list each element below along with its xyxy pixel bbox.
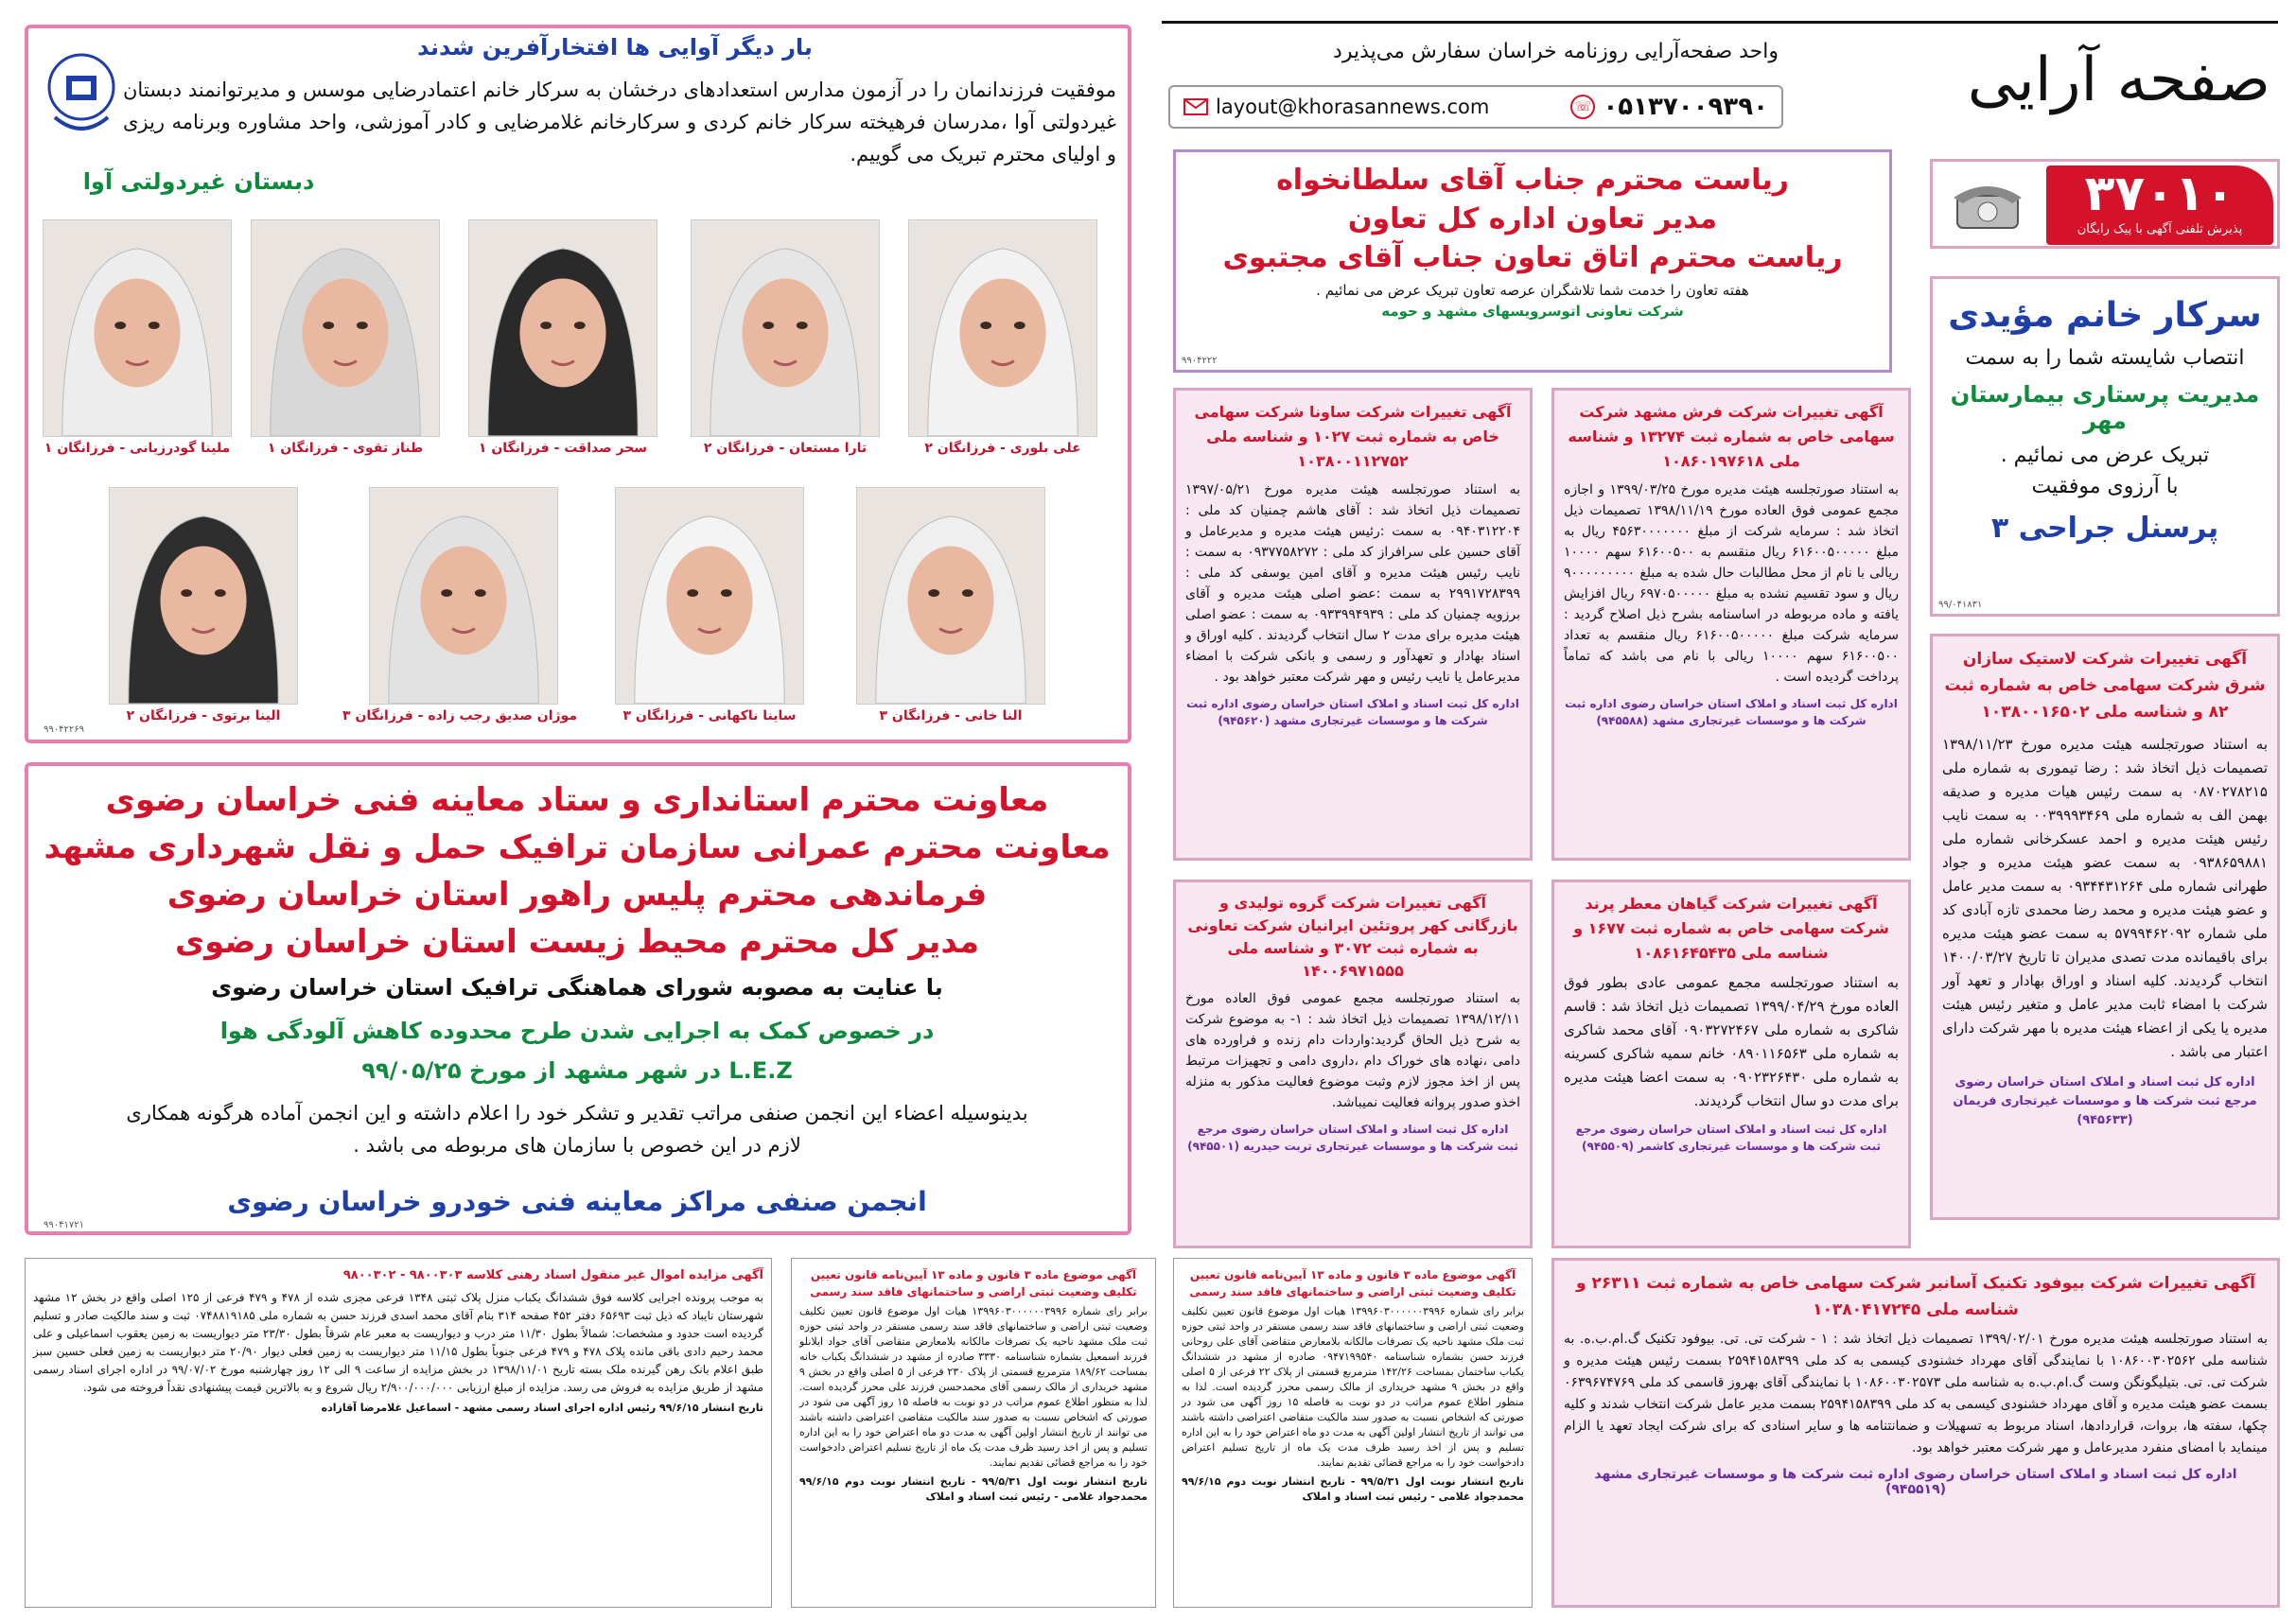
header-subtitle: واحد صفحه‌آرایی روزنامه خراسان سفارش می‌پذیرد	[1333, 40, 1779, 63]
ad-judge-1: آگهی موضوع ماده ۳ قانون و ماده ۱۳ آیین‌نامه قانون تعیین تکلیف وضعیت ثبتی اراضی و ساختمانهای فاقد سند رسمی برابر رای شماره ۱۳۹۹۶۰۳۰۰۰۰۰۰۳۹۹۶ هیات اول موضوع قانون تعیین تکلیف وضعیت ثبتی اراضی و ساختمانهای فاقد سند رسمی مستقر در واحد ثبتی حوزه ثبت ملک مشهد ناحیه یک تصرفات مالکانه بلامعارض متقاضی آقای جواد ایلانلو فرزند اسمعیل بشماره شناسنامه ۳۳۳۰ صادره از مشهد در ششدانگ یکباب خانه بمساحت ۱۸۹/۶۲ مترمربع قسمتی از پلاک ۲۳۰ فرعی از ۵ اصلی واقع در بخش ۹ مشهد خریداری از مالک رسمی آقای محمدحسن فرزند علی محرز گردیده است. لذا به منظور اطلاع عموم مراتب در دو نوبت به فاصله ۱۵ روز آگهی می شود در صورتی که اشخاص نسبت به صدور سند مالکیت متقاضی اعتراضی داشته باشند می توانند از تاریخ انتشار اولین آگهی به مدت دو ماه اعتراض خود را به این اداره تسلیم و پس از اخذ رسید ظرف مدت یک ماه از تاریخ تسلیم اعتراض دادخواست خود را به مراجع قضائی تقدیم نمایند. تاریخ انتشار نوبت اول ۹۹/۵/۳۱ - تاریخ انتشار نوبت دوم ۹۹/۶/۱۵ محمدجواد غلامی - رئیس ثبت اسناد و املاک	[791, 1258, 1156, 1608]
student-caption: ساینا ناکهانی - فرزانگان ۳	[622, 708, 797, 723]
email-link[interactable]: layout@khorasannews.com	[1216, 96, 1490, 118]
student-caption: ملینا گودرزیانی - فرزانگان ۱	[44, 441, 231, 456]
congrats-nurse-ad: سرکار خانم مؤیدی انتصاب شایسته شما را به سمت مدیریت پرستاری بیمارستان مهر تبریک عرض می نمائیم . با آرزوی موفقیت پرسنل جراحی ۳ ۹۹/۰۴۱۸۳۱	[1930, 276, 2280, 617]
phone-number[interactable]: ۰۵۱۳۷۰۰۹۳۹۰	[1603, 93, 1768, 121]
student-caption: سحر صداقت - فرزانگان ۱	[478, 441, 648, 456]
ad-judge-2: آگهی موضوع ماده ۳ قانون و ماده ۱۳ آیین‌نامه قانون تعیین تکلیف وضعیت ثبتی اراضی و ساختمانهای فاقد سند رسمی برابر رای شماره ۱۳۹۹۶۰۳۰۰۰۰۰۰۳۹۹۶ هیات اول موضوع قانون تعیین تکلیف وضعیت ثبتی اراضی و ساختمانهای فاقد سند رسمی مستقر در واحد ثبتی حوزه ثبت ملک مشهد ناحیه یک تصرفات مالکانه بلامعارض متقاضی آقای علی روحانی فرزند حسن بشماره شناسنامه ۰۹۴۷۱۹۹۵۴۰ صادره از مشهد در ششدانگ یکباب ساختمان بمساحت ۱۴۲/۲۶ مترمربع قسمتی از پلاک ۲۲ فرعی از ۵ اصلی واقع در بخش ۹ مشهد خریداری از مالک رسمی محرز گردیده است. لذا به منظور اطلاع عموم مراتب در دو نوبت به فاصله ۱۵ روز آگهی می شود در صورتی که اشخاص نسبت به صدور سند مالکیت متقاضی اعتراضی داشته باشند می توانند از تاریخ انتشار اولین آگهی به مدت دو ماه اعتراض خود را به این اداره تسلیم و پس از اخذ رسید ظرف مدت یک ماه از تاریخ تسلیم اعتراض دادخواست خود را به مراجع قضائی تقدیم نمایند. تاریخ انتشار نوبت اول ۹۹/۵/۳۱ - تاریخ انتشار نوبت دوم ۹۹/۶/۱۵ محمدجواد غلامی - رئیس ثبت اسناد و املاک	[1173, 1258, 1533, 1608]
ad-giahan: آگهی تغییرات شرکت گیاهان معطر پرند شرکت سهامی خاص به شماره ثبت ۱۶۷۷ و شناسه ملی ۱۰۸۶۱۶۴۵۴۳۵ به استناد صورتجلسه مجمع عمومی عادی بطور فوق العاده مورخ ۱۳۹۹/۰۴/۲۹ تصمیمات ذیل اتخاذ شد : قاسم شاکری به شماره ملی ۰۹۰۳۲۷۲۴۶۷ آقای محمد شاکری به شماره ملی ۰۸۹۰۱۱۶۵۶۳ خانم سمیه شاکری کسرینه به شماره ملی ۰۹۰۲۳۲۶۴۳۰ به سمت اعضا هیئت مدیره برای مدت دو سال انتخاب گردیدند. اداره کل ثبت اسناد و املاک استان خراسان رضوی مرجع ثبت شرکت ها و موسسات غیرتجاری کاشمر (۹۴۵۵۰۹)	[1551, 880, 1911, 1248]
student-photo	[908, 219, 1097, 437]
student-caption: طناز تقوی - فرزانگان ۱	[267, 441, 424, 456]
ad-plastic: آگهی تغییرات شرکت لاستیک سازان شرق شرکت سهامی خاص به شماره ثبت ۸۲ و شناسه ملی ۱۰۳۸۰۰۱۶۵۰۲ به استناد صورتجلسه هیئت مدیره مورخ ۱۳۹۸/۱۱/۲۳ تصمیمات ذیل اتخاذ شد : رضا تیموری به شماره ملی ۰۸۷۰۲۷۸۲۱۵ به سمت رئیس هیات مدیره و صدیقه بهمن الف به شماره ملی ۰۰۳۹۹۹۳۴۶۹ به سمت نایب رئیس هیئت مدیره و احمد عسکرخانی شماره ملی ۰۹۳۸۶۵۹۸۸۱ به سمت عضو هیئت مدیره و جواد طهرانی شماره ملی ۰۹۳۴۴۳۱۲۶۴ به سمت مدیر عامل و عضو هیئت مدیره و محمد رضا محمدی تازه آبادی کد ملی شماره ۵۷۹۹۴۶۲۰۹۲ به سمت عضو هیئت مدیره برای باقیمانده مدت تصدی مدیران تا تاریخ ۱۴۰۰/۰۳/۲۷ انتخاب گردیدند. کلیه اسناد و اوراق بهادار و تعهد آور شرکت با امضاء ثابت مدیر عامل و متغیر رئیس هیئت مدیره یا یکی از اعضاء هیئت مدیره با مهر شرکت دارای اعتبار می باشد . اداره کل ثبت اسناد و املاک استان خراسان رضوی مرجع ثبت شرکت ها و موسسات غیرتجاری فریمان (۹۴۵۶۳۳)	[1930, 634, 2280, 1220]
telephone-icon	[1950, 179, 2025, 232]
ad-number-badge	[1930, 159, 2280, 249]
student-photo	[369, 487, 558, 705]
student-caption: النا خانی - فرزانگان ۳	[879, 708, 1023, 723]
student-caption: الینا برتوی - فرزانگان ۲	[126, 708, 281, 723]
student-caption: علی بلوری - فرزانگان ۲	[924, 441, 1081, 456]
traffic-line-6: در خصوص کمک به اجرایی شدن طرح محدوده کاهش آلودگی هوا	[219, 1018, 935, 1044]
ad-farsh: آگهی تغییرات شرکت فرش مشهد شرکت سهامی خاص به شماره ثبت ۱۳۲۷۴ و شناسه ملی ۱۰۸۶۰۱۹۷۶۱۸ به استناد صورتجلسه هیئت مدیره مورخ ۱۳۹۹/۰۳/۲۵ و اجازه مجمع عمومی فوق العاده مورخ ۱۳۹۸/۱۱/۱۹ تصمیمات ذیل اتخاذ شد : سرمایه شرکت از مبلغ ۴۵۶۳۰۰۰۰۰۰۰ ریال به مبلغ ۶۱۶۰۰۵۰۰۰۰۰ ریال منقسم به ۶۱۶۰۰۵۰۰ سهم ۱۰۰۰۰ ریالی با نام از محل مطالبات حال شده به مبلغ ۹۰۰۰۰۰۰۰۰۰ ریال و سود تقسیم نشده به مبلغ ۶۹۷۰۵۰۰۰۰۰ ریال افزایش یافته و ماده مربوطه در اساسنامه بشرح ذیل اصلاح گردید : سرمایه شرکت مبلغ ۶۱۶۰۰۵۰۰۰۰۰ ریال منقسم به تعداد ۶۱۶۰۰۵۰۰ سهم ۱۰۰۰۰ ریالی با نام می باشد که تماماً پرداخت گردیده است . اداره کل ثبت اسناد و املاک استان خراسان رضوی اداره ثبت شرکت ها و موسسات غیرتجاری مشهد (۹۴۵۵۸۸)	[1551, 388, 1911, 861]
school-ad-text: موفقیت فرزندانمان را در آزمون مدارس استعدادهای درخشان به سرکار خانم اعتمادرضایی موسس و مدیرتوانمند دبستان غیردولتی آوا ،مدرسان فرهیخته سرکار خانم کردی و سرکارخانم غلامرضایی و کادر آموزشی، واحد مشاوره وبرنامه ریزی و اولیای محترم تبریک می گوییم.	[123, 78, 1116, 166]
student-caption: تارا مستعان - فرزانگان ۲	[703, 441, 868, 456]
traffic-line-8: بدینوسیله اعضاء این انجمن صنفی مراتب تقدیر و تشکر خود را اعلام داشته و این انجمن آماده هرگونه همکاری لازم در این خصوص با سازمان های مربوطه می باشد .	[126, 1102, 1028, 1157]
header-rule	[1162, 21, 2278, 24]
traffic-sign: انجمن صنفی مراکز معاینه فنی خودرو خراسان رضوی	[227, 1186, 927, 1217]
ad-auction: آگهی مزایده اموال غیر منقول اسناد رهنی کلاسه ۹۸۰۰۳۰۳ - ۹۸۰۰۳۰۲ به موجب پرونده اجرایی کلاسه فوق ششدانگ یکباب منزل پلاک ثبتی ۱۳۴۸ فرعی مجزی شده از ۴۷۸ و ۴۷۹ فرعی از ۱۲۵ اصلی واقع در بخش ۱۲ مشهد شهرستان نایباد که ذیل ثبت ۶۵۶۹۳ دفتر ۴۵۲ صفحه ۳۱۴ بنام آقای محمد اسدی فرزند حسن به شماره ملی ۰۷۴۸۸۱۹۱۸۵ ثبت و سند مالکیت صادر و تسلیم گردیده است حدود و مشخصات: شمالاً بطول ۱۱/۳۰ متر درب و دیواریست به معبر عام شرقاً بطول ۲۳/۳۰ متر دیواریست به زمین یعقوب اسماعیلی و علی محمد رحیم دادی باقی مانده پلاک ۴۷۸ و ۴۷۹ فرعی جنوباً بطول ۱۱/۱۵ متر دیواریست به زمین فعلی دیوار ۲۰/۹۰ متر دیواریست به زمین فعلی حسین سبز طبق اعلام بانک رهن گیرنده ملک بسته تاریخ ۱۳۹۸/۱۱/۰۱ در بخش مزایده از ساعت ۹ الی ۱۲ روز چهارشنبه مورخ ۹۹/۰۷/۰۲ در اداره اجرای اسناد رسمی مشهد از طریق مزایده به فروش می رسد. مزایده از مبلغ ارزیابی ۲/۹۰۰/۰۰۰/۰۰۰ ریال شروع و به بالاترین قیمت پیشنهادی نقداً فروخته می شود. تاریخ انتشار ۹۹/۶/۱۵ رئیس اداره اجرای اسناد رسمی مشهد - اسماعیل غلامرضا آقازاده	[25, 1258, 772, 1608]
student-photo	[109, 487, 298, 705]
student-photo	[251, 219, 440, 437]
traffic-line-7: L.E.Z در شهر مشهد از مورخ ۹۹/۰۵/۲۵	[361, 1057, 793, 1084]
ad-biofood: آگهی تغییرات شرکت بیوفود تکنیک آسانبر شرکت سهامی خاص به شماره ثبت ۲۶۳۱۱ و شناسه ملی ۱۰۳۸۰۴۱۷۲۴۵ به استناد صورتجلسه هیئت مدیره مورخ ۱۳۹۹/۰۲/۰۱ تصمیمات ذیل اتخاذ شد : ۱ - شرکت تی. تی. بیوفود تکنیک گ.ام.ب.ه. به شناسه ملی ۱۰۸۶۰۰۳۰۲۵۶۲ با نمایندگی آقای مهرداد خشنودی کیسمی به کد ملی ۲۵۹۴۱۵۸۳۹۹ بسمت رئیس هیئت مدیره و شرکت تی. تی. بتیلیگونگن وست گ.ام.ب.ه به شناسه ملی ۱۰۸۶۰۰۳۰۲۵۷۳ با نمایندگی آقای بهروز قاسمی کد ملی ۰۶۳۹۶۷۴۷۶۹ بسمت عضو هیئت مدیره و آقای مهرداد خشنودی کیسمی به کد ملی ۲۵۹۴۱۵۸۳۹۹ بسمت مدیر عامل شرکت انتخاب شدند و کلیه چکها، سفته ها، بروات، قراردادها، اسناد مربوط به تسهیلات و ضمانتنامه ها و سایر اسنادی که برای شرکت ایجاد تعهد یا الزام مینماید با امضای منفرد مدیرعامل و مهر شرکت معتبر خواهد بود. اداره کل ثبت اسناد و املاک استان خراسان رضوی اداره ثبت شرکت ها و موسسات غیرتجاری مشهد (۹۴۵۵۱۹)	[1551, 1258, 2280, 1608]
student-caption: موژان صدیق رجب زاده - فرزانگان ۳	[342, 708, 577, 723]
student-photo	[43, 219, 232, 437]
traffic-line-5: با عنایت به مصوبه شورای هماهنگی ترافیک استان خراسان رضوی	[211, 974, 943, 1001]
ad-savona: آگهی تغییرات شرکت ساونا شرکت سهامی خاص به شماره ثبت ۱۰۲۷ و شناسه ملی ۱۰۳۸۰۰۱۱۲۷۵۲ به استناد صورتجلسه هیئت مدیره مورخ ۱۳۹۷/۰۵/۲۱ تصمیمات ذیل اتخاذ شد : آقای هاشم چمنیان کد ملی : ۰۹۴۰۳۱۲۲۰۴ به سمت :رئیس هیئت مدیره و مدیرعامل و آقای حسین علی سرافراز کد ملی : ۰۹۳۷۷۵۸۲۷۲ به سمت : نایب رئیس هیئت مدیره و آقای امین یوسفی کد ملی : ۲۹۹۱۷۲۸۳۹۹ به سمت :عضو اصلی هیئت مدیره و آقای برزویه چمنیان کد ملی : ۰۹۳۳۹۹۴۹۳۹ به سمت : عضو اصلی هیئت مدیره برای مدت ۲ سال انتخاب گردیدند . کلیه اوراق و اسناد بهادار و تعهدآور و رسمی و بانکی شرکت با امضاء مدیرعامل یا نایب رئیس و مهر شرکت معتبر خواهد بود . اداره کل ثبت اسناد و املاک استان خراسان رضوی اداره ثبت شرکت ها و موسسات غیرتجاری مشهد (۹۴۵۶۲۰)	[1173, 388, 1533, 861]
contact-bar	[1168, 85, 1783, 129]
traffic-line-2: معاونت محترم عمرانی سازمان ترافیک حمل و نقل شهرداری مشهد	[44, 828, 1111, 866]
student-photo	[856, 487, 1045, 705]
traffic-line-4: مدیر کل محترم محیط زیست استان خراسان رضوی	[174, 923, 980, 961]
student-photo	[615, 487, 804, 705]
school-name: دبستان غیردولتی آوا	[82, 168, 315, 195]
traffic-line-1: معاونت محترم استانداری و ستاد معاینه فنی خراسان رضوی	[105, 781, 1049, 819]
mail-icon	[1183, 98, 1208, 115]
traffic-line-3: فرماندهی محترم پلیس راهور استان خراسان رضوی	[167, 876, 988, 914]
ad-kahar: آگهی تغییرات شرکت گروه تولیدی و بازرگانی کهر پروتئین ایرانیان شرکت تعاونی به شماره ثبت ۳۰۷۲ و شناسه ملی ۱۴۰۰۶۹۷۱۵۵۵ به استناد صورتجلسه مجمع عمومی فوق العاده مورخ ۱۳۹۸/۱۲/۱۱ تصمیمات ذیل اتخاذ شد : ۱- به موضوع شرکت به شرح ذیل الحاق گردید:واردات دام زنده و فراورده های دامی ،نهاده های خوراک دام ،داروی دامی و تجهیزات مرتبط پس از اخذ مجوز لازم وثبت موضوع فعالیت مذکور به منزله اخذو صدور پروانه فعالیت نمیباشد. اداره کل ثبت اسناد و املاک استان خراسان رضوی مرجع ثبت شرکت ها و موسسات غیرتجاری تربت حیدریه (۹۴۵۵۰۱)	[1173, 880, 1533, 1248]
cooperative-ad: ریاست محترم جناب آقای سلطانخواه مدیر تعاون اداره کل تعاون ریاست محترم اتاق تعاون جناب آقای مجتبوی هفته تعاون را خدمت شما تلاشگران عرصه تعاون تبریک عرض می نمائیم . شرکت تعاونی اتوسرویسهای مشهد و حومه ۹۹۰۴۲۲۲	[1173, 149, 1892, 373]
school-ad-title: بار دیگر آوایی ها افتخارآفرین شدند	[417, 34, 813, 61]
student-photo	[468, 219, 657, 437]
student-photo	[691, 219, 880, 437]
phone-icon: ☏	[1570, 95, 1595, 119]
ad-number-red: ۳۷۰۱۰ پذیرش تلفنی آگهی با پیک رایگان	[2046, 166, 2273, 245]
page-title: صفحه آرایی	[1967, 45, 2270, 115]
school-logo	[45, 49, 117, 148]
